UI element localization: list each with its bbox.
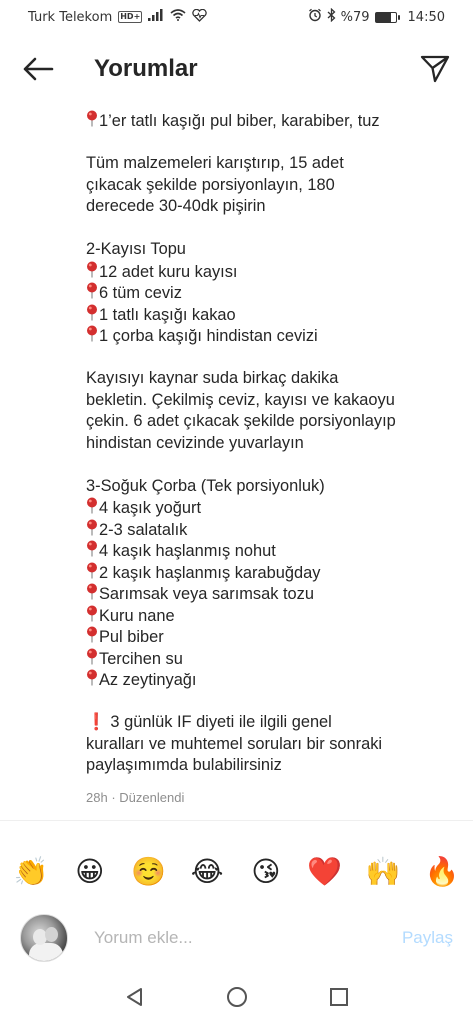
pushpin-icon [86,282,99,299]
status-bar [0,0,473,34]
ingredient-line [86,648,456,670]
line-text: 4 kaşık haşlanmış nohut [99,542,276,560]
line-text: Kayısıyı kaynar suda birkaç dakika [86,369,339,387]
line-text: 6 tüm ceviz [99,284,182,302]
line-text: Az zeytinyağı [99,671,197,689]
line-text: Tercihen su [99,649,183,668]
bluetooth-icon [327,8,336,26]
line-text: 1 tatlı kaşığı kakao [99,305,236,324]
pushpin-icon [86,540,99,557]
ingredient-line [86,540,456,562]
share-direct-button[interactable] [417,51,453,87]
line-text: 12 adet kuru kayısı [99,262,238,281]
line-text: bekletin. Çekilmiş ceviz, kayısı ve kakaoyu [86,390,395,409]
status-right [308,8,445,26]
nav-home-button[interactable] [223,983,251,1011]
comment-line [86,712,456,734]
comment-line [86,755,456,777]
ingredient-line [86,626,456,648]
hd-badge: HD+ [120,12,141,21]
divider [0,820,473,821]
line-text: Kuru nane [99,606,175,625]
line-text: Tüm malzemeleri karıştırıp, 15 adet [86,154,344,172]
circle-home-icon [226,986,248,1008]
comment-line [86,476,456,498]
ingredient-line [86,325,456,347]
battery-percent: %79 [340,9,370,25]
carrier-name: Turk Telekom [28,9,113,25]
line-text: Sarımsak veya sarımsak tozu [99,585,314,603]
ingredient-line [86,583,456,605]
pushpin-icon [86,110,99,127]
clock: 14:50 [407,9,445,25]
comment-line [86,175,456,197]
ingredient-line [86,605,456,627]
alarm-icon [308,8,322,26]
pushpin-icon [86,325,99,342]
line-text: 4 kaşık yoğurt [99,499,202,517]
line-text: derecede 30-40dk pişirin [86,197,266,215]
comment-line [86,411,456,433]
pushpin-icon [86,261,99,278]
pushpin-icon [86,605,99,622]
line-text: 3-Soğuk Çorba (Tek porsiyonluk) [86,476,325,495]
blank-line [86,218,456,240]
comment-line [86,153,456,175]
page-title: Yorumlar [94,55,198,82]
comment-line [86,433,456,455]
emoji-quick-reactions [0,846,473,896]
ingredient-line [86,562,456,584]
line-text: çıkacak şekilde porsiyonlayın, 180 [86,175,335,194]
line-text: kuralları ve muhtemel soruları bir sonraki [86,734,383,753]
back-button[interactable] [20,51,56,87]
pushpin-icon [86,648,99,665]
pushpin-icon [86,626,99,643]
nav-recents-button[interactable] [325,983,353,1011]
square-recents-icon [328,986,350,1008]
comment-line [86,734,456,756]
raising-hands-icon[interactable]: 🙌 [365,854,401,888]
comment-meta [86,787,456,807]
battery-icon [375,12,397,23]
ingredient-line [86,261,456,283]
header [0,34,473,104]
ingredient-line [86,282,456,304]
line-text: 2-3 salatalık [99,520,188,539]
avatar [20,914,68,962]
fire-icon[interactable]: 🔥 [424,854,460,888]
system-nav-bar [0,970,473,1024]
health-heart-icon [192,9,207,26]
pushpin-icon [86,562,99,579]
line-text: paylaşımımda bulabilirsiniz [86,756,282,774]
meta-separator: · [111,789,116,805]
paper-plane-icon [420,55,450,83]
line-text: 1 çorba kaşığı hindistan cevizi [99,327,318,345]
signal-icon [148,9,164,25]
line-text: 3 günlük IF diyeti ile ilgili genel [110,713,332,731]
pushpin-icon [86,497,99,514]
comment-input[interactable] [94,928,402,948]
ingredient-line [86,519,456,541]
comment-line [86,390,456,412]
nav-back-button[interactable] [121,983,149,1011]
grinning-face-icon[interactable]: 😀 [75,854,105,888]
comment-composer [0,910,473,966]
battery-level-fill [376,13,392,22]
post-button[interactable]: Paylaş [401,928,453,947]
blank-line [86,691,456,713]
clapping-hands-icon[interactable]: 👏 [13,854,49,888]
ingredient-line [86,304,456,326]
red-heart-icon[interactable]: ❤️ [307,854,342,888]
pushpin-icon [86,669,99,686]
line-text: çekin. 6 adet çıkacak şekilde porsiyonlayıp [86,412,396,430]
line-text: hindistan cevizinde yuvarlayın [86,433,304,452]
face-blowing-kiss-icon[interactable]: 😘 [251,854,281,888]
ingredient-line [86,110,456,132]
clipped-previous-line [86,104,456,110]
line-text: 2 kaşık haşlanmış karabuğday [99,563,321,582]
pushpin-icon [86,304,99,321]
line-text: 2-Kayısı Topu [86,240,186,258]
ingredient-line [86,669,456,691]
comment-line [86,368,456,390]
tears-of-joy-icon[interactable]: 😂 [190,854,224,888]
comment-body [86,104,456,810]
comment-lines [86,110,456,777]
pushpin-icon [86,583,99,600]
blank-line [86,132,456,154]
comment-line [86,239,456,261]
triangle-back-icon [124,986,146,1008]
pushpin-icon [86,519,99,536]
comment-time: 28h [86,789,108,805]
arrow-left-icon [22,57,54,81]
exclamation-icon: ❗ [86,713,107,731]
smiling-face-icon[interactable]: ☺️ [130,854,166,888]
comment-line [86,196,456,218]
wifi-icon [170,9,186,25]
blank-line [86,454,456,476]
edited-label: Düzenlendi [119,789,185,805]
blank-line [86,347,456,369]
line-text: 1’er tatlı kaşığı pul biber, karabiber, tuz [99,112,380,130]
status-left [28,9,207,26]
ingredient-line [86,497,456,519]
line-text: Pul biber [99,628,164,646]
